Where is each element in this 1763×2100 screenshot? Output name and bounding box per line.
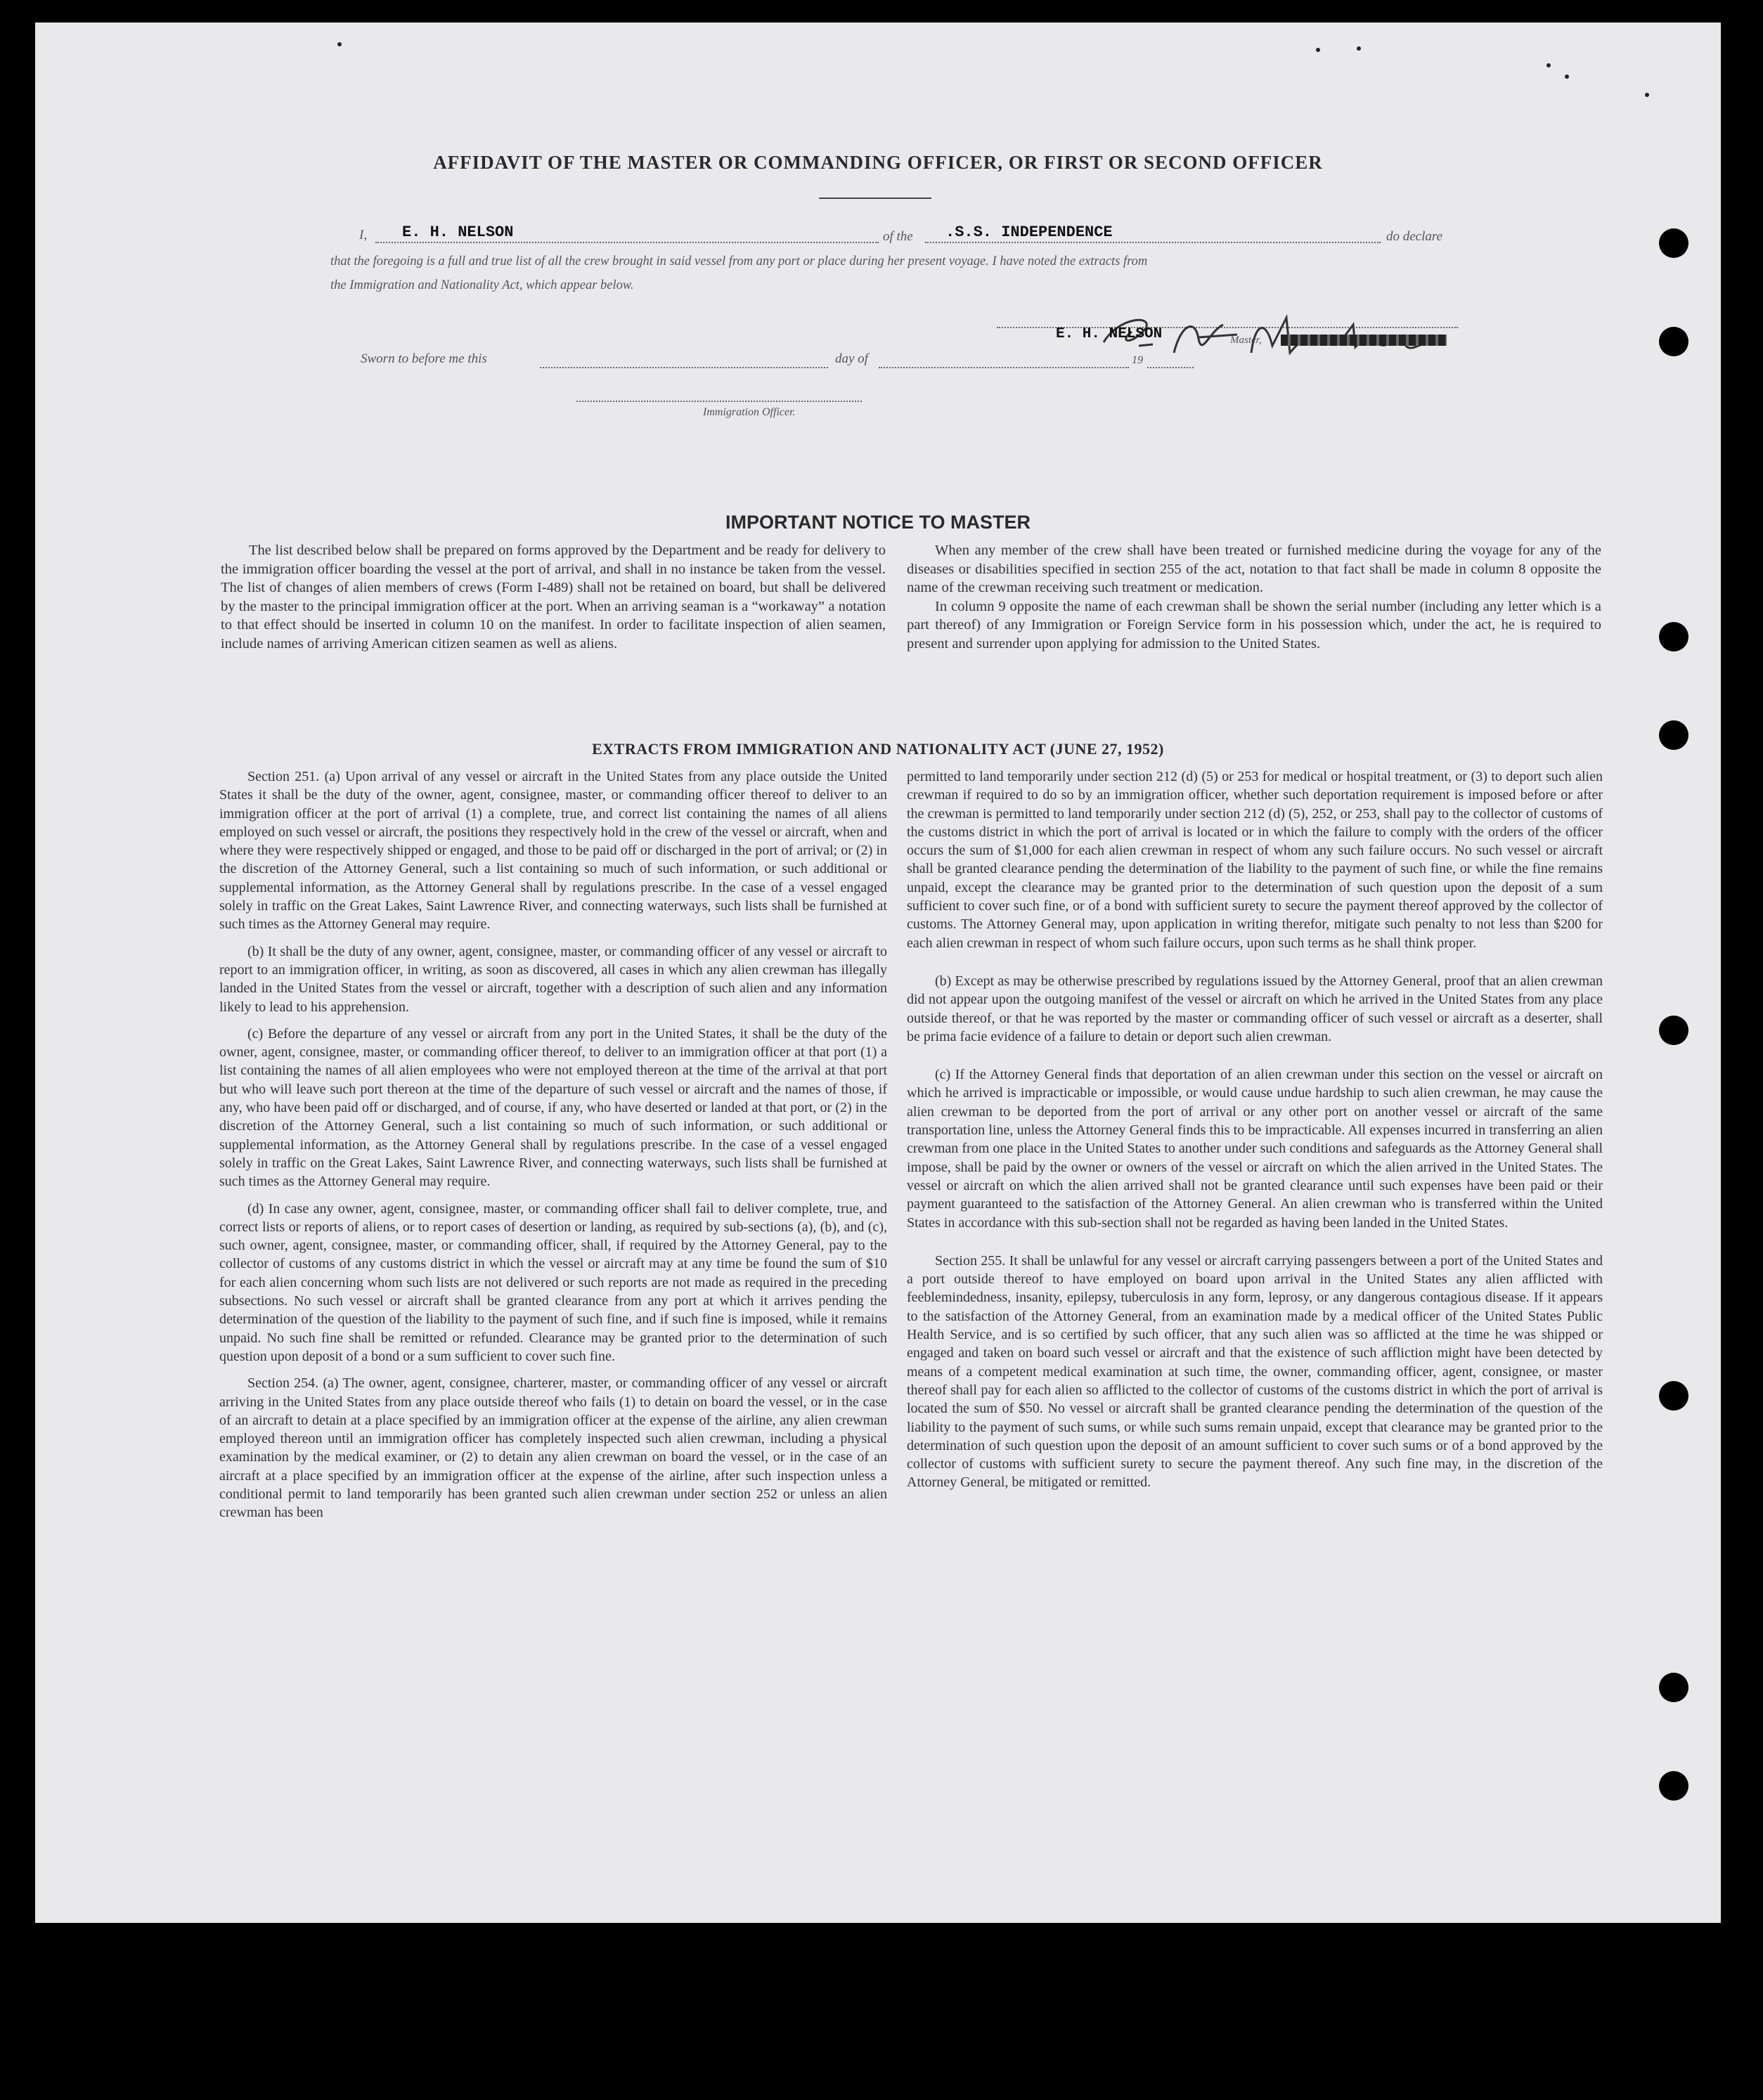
section-paragraph: permitted to land temporarily under section 212 (d) (5) or 253 for medical or hospital treatment, or (3) to deport such alien crewman if required to do so by an immigration officer, whether such deportation requirement is imposed before or after the crewman is permitted to land temporarily under section 212 (d) (5), 252, or 253, shall pay to the collector of customs of the customs district in which the port of arrival is located or in which the failure to comply with the orders of the officer occurs the sum of $1,000 for each alien crewman in respect of whom any such failure occurs. No such vessel or aircraft shall be granted clearance pending the determination of the liability to the payment of such fine, or while the fine remains unpaid, except the clearance may be granted prior to the determination of such question upon the deposit of a sum sufficient to cover such fine, or of a bond with sufficient surety to secure the payment thereof approved by the collector of customs. The Attorney General may, upon application in writing therefor, mitigate such penalty to not less than $200 for each alien crewman in respect of whom such failure occurs, upon such terms as he shall think proper. (907, 769, 1603, 951)
binder-hole (1659, 720, 1688, 750)
extracts-title: EXTRACTS FROM IMMIGRATION AND NATIONALITY ACT (JUNE 27, 1952) (592, 740, 1164, 758)
speck (337, 42, 342, 46)
notice-paragraph: The list described below shall be prepared on forms approved by the Department and be ready for delivery to the immigration officer boarding the vessel at the port of arrival, and shall in no instance be taken from the vessel. The list of changes of alien members of crews (Form I-489) shall not be retained on board, but shall be delivered by the master to the principal immigration officer at the port. When an arriving seaman is a “workaway” a notation to that effect should be inserted in column 10 on the manifest. In order to facilitate inspection of alien seamen, include names of arriving American citizen seamen as well as aliens. (221, 543, 886, 652)
vessel-name: .S.S. INDEPENDENCE (945, 223, 1113, 241)
section-paragraph: (c) If the Attorney General finds that deportation of an alien crewman under this section on the vessel or aircraft on which he arrived is impracticable or impossible, or would cause undue hardship to such alien crewman, he may cause the alien crewman to be deported from the port of arrival or any other port on another vessel or aircraft of the same transportation line, unless the Attorney General finds this to be impracticable. All expenses incurred in transferring an alien crewman from one place in the United States to another under such conditions and safeguards as the Attorney General shall impose, shall be paid by the owner or owners of the vessel or aircraft on which the alien arrived in the United States. The vessel or aircraft on which the alien arrived shall not be granted clearance until such expenses have been paid or their payment guaranteed to the satisfaction of the Attorney General. An alien crewman who is transferred within the United States in accordance with this sub-section shall not be regarded as having been landed in the United States. (907, 1067, 1603, 1231)
month-line (879, 367, 1129, 368)
notice-title: IMPORTANT NOTICE TO MASTER (725, 512, 1031, 533)
speck (1357, 46, 1361, 51)
binder-hole (1659, 1016, 1688, 1045)
of-the-label: of the (883, 229, 913, 244)
day-of-label: day of (835, 351, 868, 366)
name-line (375, 242, 879, 243)
binder-hole (1659, 327, 1688, 356)
binder-hole (1659, 1381, 1688, 1411)
notice-paragraph: In column 9 opposite the name of each crewman shall be shown the serial number (including any letter which is a part thereof) of any Immigration or Foreign Service form in his possession which, under the act, he is required to present and surrender upon applying for admission to the United States. (907, 598, 1601, 652)
sworn-label: Sworn to before me this (361, 351, 487, 366)
section-paragraph: (d) In case any owner, agent, consignee, master, or commanding officer shall fail to deliver complete, true, and correct lists or reports of aliens, or to report cases of desertion or landing, as required by sub-sections (a), (b), and (c), such owner, agent, consignee, master, or commanding officer, shall, if required by the Attorney General, pay to the collector of customs of any customs district in which the vessel or aircraft may at any time be found the sum of $10 for each alien concerning whom such lists are not delivered or such reports are not made as required in the preceding subsections. No such vessel or aircraft shall be granted clearance from any port at which it arrives pending the determination of the question of the liability to the payment of such fine, and if such fine is imposed, while it remains unpaid. No such fine shall be remitted or refunded. Clearance may be granted prior to the determination of such question upon deposit of a bond or a sum sufficient to cover such fine. (219, 1200, 887, 1364)
immigration-officer-label: Immigration Officer. (703, 406, 796, 418)
year-label: 19 (1132, 354, 1143, 366)
master-label: Master, (1230, 335, 1262, 346)
speck (1565, 74, 1569, 79)
speck (1645, 93, 1649, 97)
notice-left-column (221, 541, 886, 662)
binder-hole (1659, 622, 1688, 652)
declaration-text-1: that the foregoing is a full and true list of all the crew brought in said vessel from any port or place during her present voyage. I have noted the extracts from (330, 254, 1148, 268)
section-paragraph: (c) Before the departure of any vessel or aircraft from any port in the United States, it shall be the duty of the owner, agent, consignee, master, or commanding officer thereof, to deliver to an immigration officer at that port (1) a list containing the names of all alien employees who were not employed thereon at the time of the arrival at that port but who will leave such port thereon at the time of the departure of such vessel or aircraft and the names of those, if any, who have been paid off or discharged, and of course, if any, who have deserted or landed at that port, or (2) in the discretion of the Attorney General, such a list containing so much of such information, or such additional or supplemental information, as the Attorney General shall by regulations prescribe. In the case of a vessel engaged solely in traffic on the Great Lakes, Saint Lawrence River, and connecting waterways, such lists shall be furnished at such times as the Attorney General may require. (219, 1025, 887, 1190)
i-label: I, (359, 228, 368, 242)
struck-out-text (1281, 335, 1447, 346)
section-paragraph: Section 254. (a) The owner, agent, consignee, charterer, master, or commanding officer of any vessel or aircraft arriving in the United States from any place outside thereof who fails (1) to detain on board the vessel, or in the case of an aircraft to detain at a place specified by an immigration officer at the expense of the airline, any alien crewman employed thereon until an immigration officer has completely inspected such alien crewman, including a physical examination by the medical examiner, or (2) to detain any alien crewman on board the vessel, or in the case of an aircraft at a place specified by an immigration officer at the expense of the airline, after such inspection unless a conditional permit to land temporarily has been granted such alien crewman under section 252 or unless an alien crewman has been (219, 1375, 887, 1521)
officer-signature-line (576, 401, 862, 402)
binder-hole (1659, 1771, 1688, 1801)
form-sheet (35, 22, 1721, 1923)
section-paragraph: (b) It shall be the duty of any owner, agent, consignee, master, or commanding officer of any vessel or aircraft to report to an immigration officer, in writing, as soon as discovered, all cases in which any alien crewman has illegally landed in the United States from the vessel or aircraft, together with a description of such alien and any information likely to lead to his apprehension. (219, 943, 887, 1015)
master-name: E. H. NELSON (402, 223, 514, 241)
title-divider (819, 197, 931, 199)
signature-typed-name: E. H. NELSON (1056, 326, 1163, 342)
notice-right-column (907, 541, 1601, 662)
affidavit-title: AFFIDAVIT OF THE MASTER OR COMMANDING OFFICER, OR FIRST OR SECOND OFFICER (433, 152, 1323, 173)
notice-paragraph: When any member of the crew shall have been treated or furnished medicine during the voyage for any of the diseases or disabilities specified in section 255 of the act, notation to that fact shall be made in column 8 opposite the name of the crewman receiving such treatment or medication. (907, 543, 1601, 596)
binder-hole (1659, 228, 1688, 258)
declaration-text-2: the Immigration and Nationality Act, which appear below. (330, 278, 634, 292)
extracts-right-column (907, 767, 1603, 1501)
speck (1316, 48, 1320, 52)
binder-hole (1659, 1673, 1688, 1702)
do-declare-label: do declare (1386, 229, 1443, 244)
section-paragraph: (b) Except as may be otherwise prescribed by regulations issued by the Attorney General, proof that an alien crewman did not appear upon the outgoing manifest of the vessel or aircraft on which he arrived in the United States from any place outside thereof, or that he was reported by the master or commanding officer of such vessel or aircraft as a deserter, shall be prima facie evidence of a failure to detain or deport such alien crewman. (907, 973, 1603, 1044)
extracts-left-column (219, 767, 887, 1531)
section-paragraph: Section 255. It shall be unlawful for any vessel or aircraft carrying passengers between a port of the United States and a port outside thereof to have employed on board upon arrival in the United States any alien afflicted with feeblemindedness, insanity, epilepsy, tuberculosis in any form, leprosy, or any dangerous contagious disease. If it appears to the satisfaction of the Attorney General, from an examination made by a medical officer of the United States Public Health Service, and is so certified by such officer, that any such alien was so afflicted at the time he was shipped or engaged and taken on board such vessel or aircraft and that the existence of such affliction might have been detected by means of a competent medical examination at such time, the owner, commanding officer, agent, consignee, or master thereof shall pay for each alien so afflicted to the collector of customs of the customs district in which the port of arrival is located the sum of $50. No vessel or aircraft shall be granted clearance pending the determination of the question of the liability to the payment of such sums, or while such sums remain unpaid, except that clearance may be granted prior to the determination of such question upon the deposit of an amount sufficient to cover such sums or of a bond approved by the collector of customs with sufficient surety to secure the payment thereof. Any such fine may, in the discretion of the Attorney General, be mitigated or remitted. (907, 1252, 1603, 1491)
vessel-line (925, 242, 1381, 243)
year-line (1147, 367, 1194, 368)
speck (1546, 63, 1551, 67)
sworn-date-line (540, 367, 828, 368)
section-paragraph: Section 251. (a) Upon arrival of any vessel or aircraft in the United States from any place outside the United States it shall be the duty of the owner, agent, consignee, master, or commanding officer thereof to deliver to an immigration officer at the port of arrival (1) a complete, true, and correct list containing the names of all aliens employed on such vessel or aircraft, the positions they respectively hold in the crew of the vessel or aircraft, when and where they were respectively shipped or engaged, and those to be paid off or discharged in the port of arrival; or (2) in the discretion of the Attorney General, such a list containing so much of such information, or such additional or supplemental information, as the Attorney General shall by regulations prescribe. In the case of a vessel engaged solely in traffic on the Great Lakes, Saint Lawrence River, and connecting waterways, such lists shall be furnished at such times as the Attorney General may require. (219, 769, 887, 933)
